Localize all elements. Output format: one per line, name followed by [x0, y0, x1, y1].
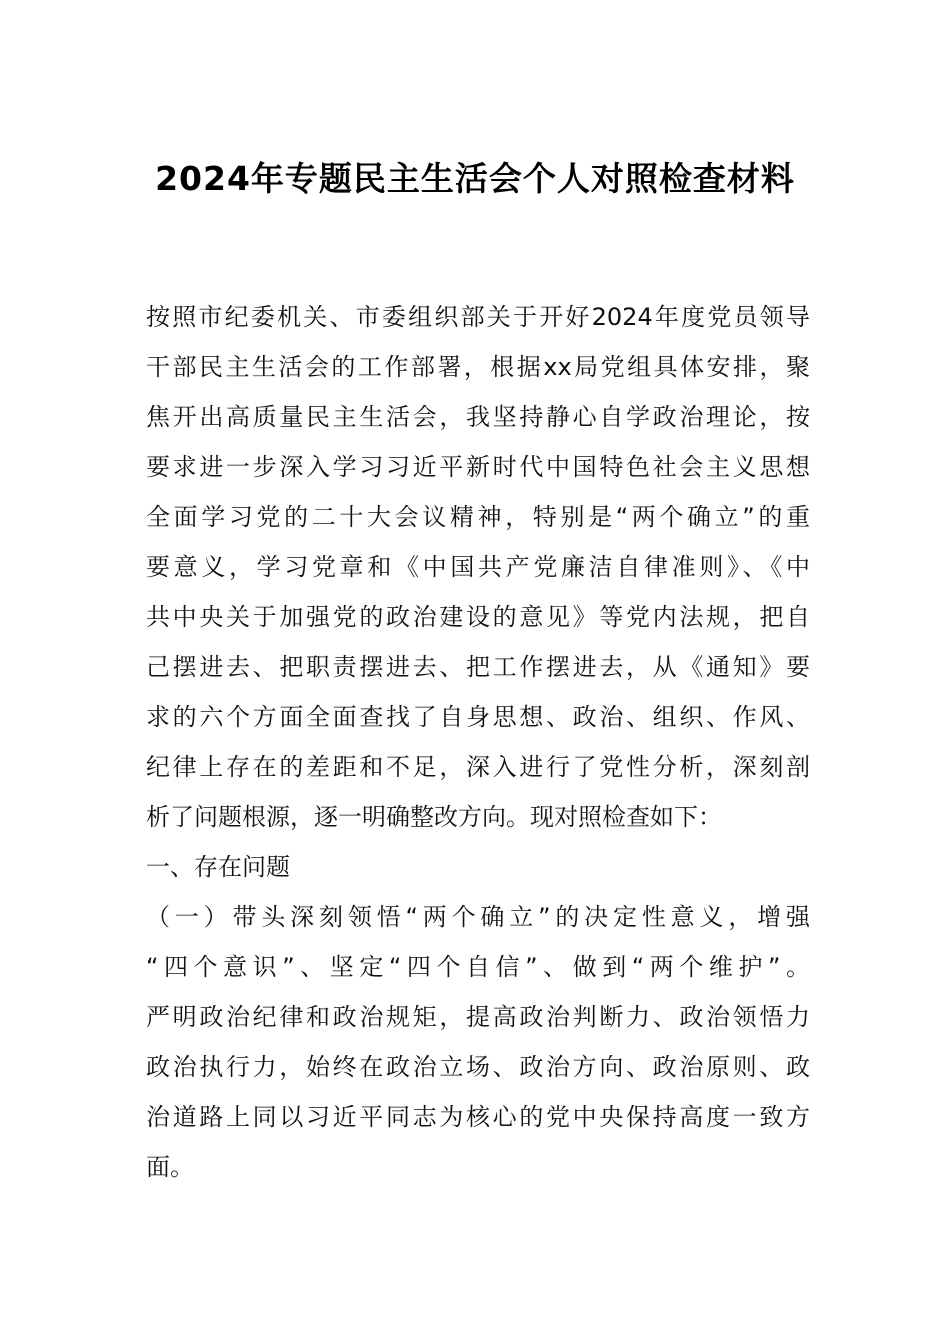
body-line: 析了问题根源，逐一明确整改方向。现对照检查如下：	[146, 803, 722, 831]
body-line: 要意义，学习党章和《中国共产党廉洁自律准则》、《中	[146, 553, 810, 581]
body-line: 求的六个方面全面查找了自身思想、政治、组织、作风、	[146, 703, 810, 731]
body-line: 政治执行力，始终在政治立场、政治方向、政治原则、政	[146, 1053, 810, 1081]
body-line: 按照市纪委机关、市委组织部关于开好2024年度党员领导	[146, 303, 810, 331]
body-line: （一）带头深刻领悟“两个确立”的决定性意义，增强	[146, 903, 810, 931]
document-title: 2024年专题民主生活会个人对照检查材料	[155, 159, 795, 198]
body-line: 严明政治纪律和政治规矩，提高政治判断力、政治领悟力	[146, 1003, 810, 1031]
body-line: 全面学习党的二十大会议精神，特别是“两个确立”的重	[146, 503, 810, 531]
section-heading: 一、存在问题	[146, 853, 290, 881]
body-line: 干部民主生活会的工作部署，根据xx局党组具体安排，聚	[146, 353, 810, 381]
body-line: “四个意识”、坚定“四个自信”、做到“两个维护”。	[146, 953, 810, 981]
body-line: 共中央关于加强党的政治建设的意见》等党内法规，把自	[146, 603, 810, 631]
body-line: 要求进一步深入学习习近平新时代中国特色社会主义思想	[146, 453, 810, 481]
body-line: 治道路上同以习近平同志为核心的党中央保持高度一致方	[146, 1103, 810, 1131]
document-body	[146, 292, 810, 1192]
body-line: 焦开出高质量民主生活会，我坚持静心自学政治理论，按	[146, 403, 810, 431]
body-line: 己摆进去、把职责摆进去、把工作摆进去，从《通知》要	[146, 653, 810, 681]
body-line: 纪律上存在的差距和不足，深入进行了党性分析，深刻剖	[146, 753, 810, 781]
body-line: 面。	[146, 1153, 194, 1181]
